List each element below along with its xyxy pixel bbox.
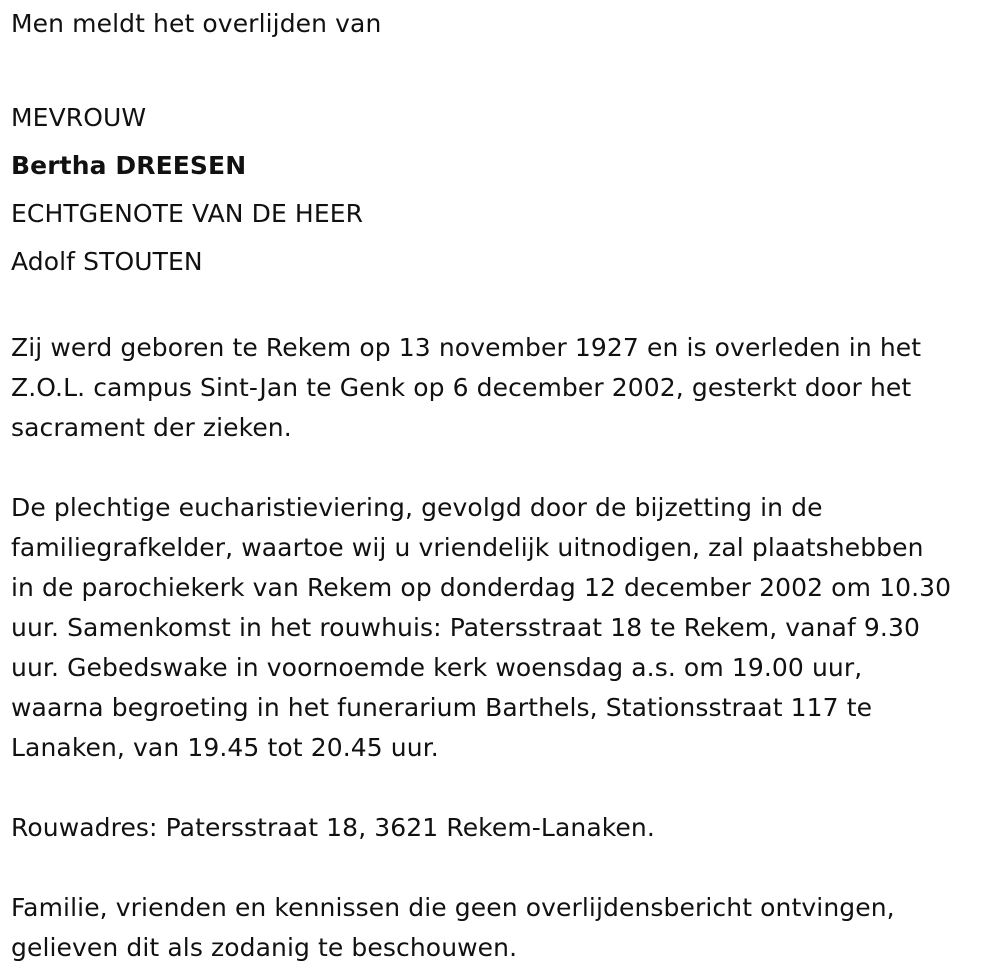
spacer — [11, 448, 996, 488]
paragraph-line: waarna begroeting in het funerarium Barthels, Stationsstraat 117 te — [11, 693, 873, 722]
birth-death-paragraph — [11, 328, 996, 448]
paragraph-line: uur. Samenkomst in het rouwhuis: Patersstraat 18 te Rekem, vanaf 9.30 — [11, 613, 920, 642]
paragraph-line: uur. Gebedswake in voornoemde kerk woensdag a.s. om 19.00 uur, — [11, 653, 863, 682]
spouse-name: Adolf STOUTEN — [11, 247, 203, 276]
paragraph-line: gelieven dit als zodanig te beschouwen. — [11, 933, 518, 962]
paragraph-line: in de parochiekerk van Rekem op donderdag 12 december 2002 om 10.30 — [11, 573, 952, 602]
spacer — [11, 288, 996, 328]
spacer — [11, 44, 996, 84]
mourning-address: Rouwadres: Patersstraat 18, 3621 Rekem-Lanaken. — [11, 813, 655, 842]
intro-text: Men meldt het overlijden van — [11, 9, 382, 38]
paragraph-line: Lanaken, van 19.45 tot 20.45 uur. — [11, 733, 439, 762]
closing-paragraph — [11, 888, 996, 968]
paragraph-line: De plechtige eucharistieviering, gevolgd door de bijzetting in de — [11, 493, 823, 522]
death-notice-document — [11, 4, 996, 968]
ceremony-paragraph — [11, 488, 996, 768]
spacer — [11, 768, 996, 808]
deceased-name: Bertha DREESEN — [11, 151, 247, 180]
spacer — [11, 848, 996, 888]
paragraph-line: sacrament der zieken. — [11, 413, 292, 442]
paragraph-line: familiegrafkelder, waartoe wij u vriendelijk uitnodigen, zal plaatshebben — [11, 533, 924, 562]
relation-text: ECHTGENOTE VAN DE HEER — [11, 199, 364, 228]
paragraph-line: Familie, vrienden en kennissen die geen overlijdensbericht ontvingen, — [11, 893, 895, 922]
paragraph-line: Zij werd geboren te Rekem op 13 november 1927 en is overleden in het — [11, 333, 922, 362]
paragraph-line: Z.O.L. campus Sint-Jan te Genk op 6 december 2002, gesterkt door het — [11, 373, 912, 402]
name-block — [11, 94, 996, 286]
title-prefix: MEVROUW — [11, 103, 147, 132]
